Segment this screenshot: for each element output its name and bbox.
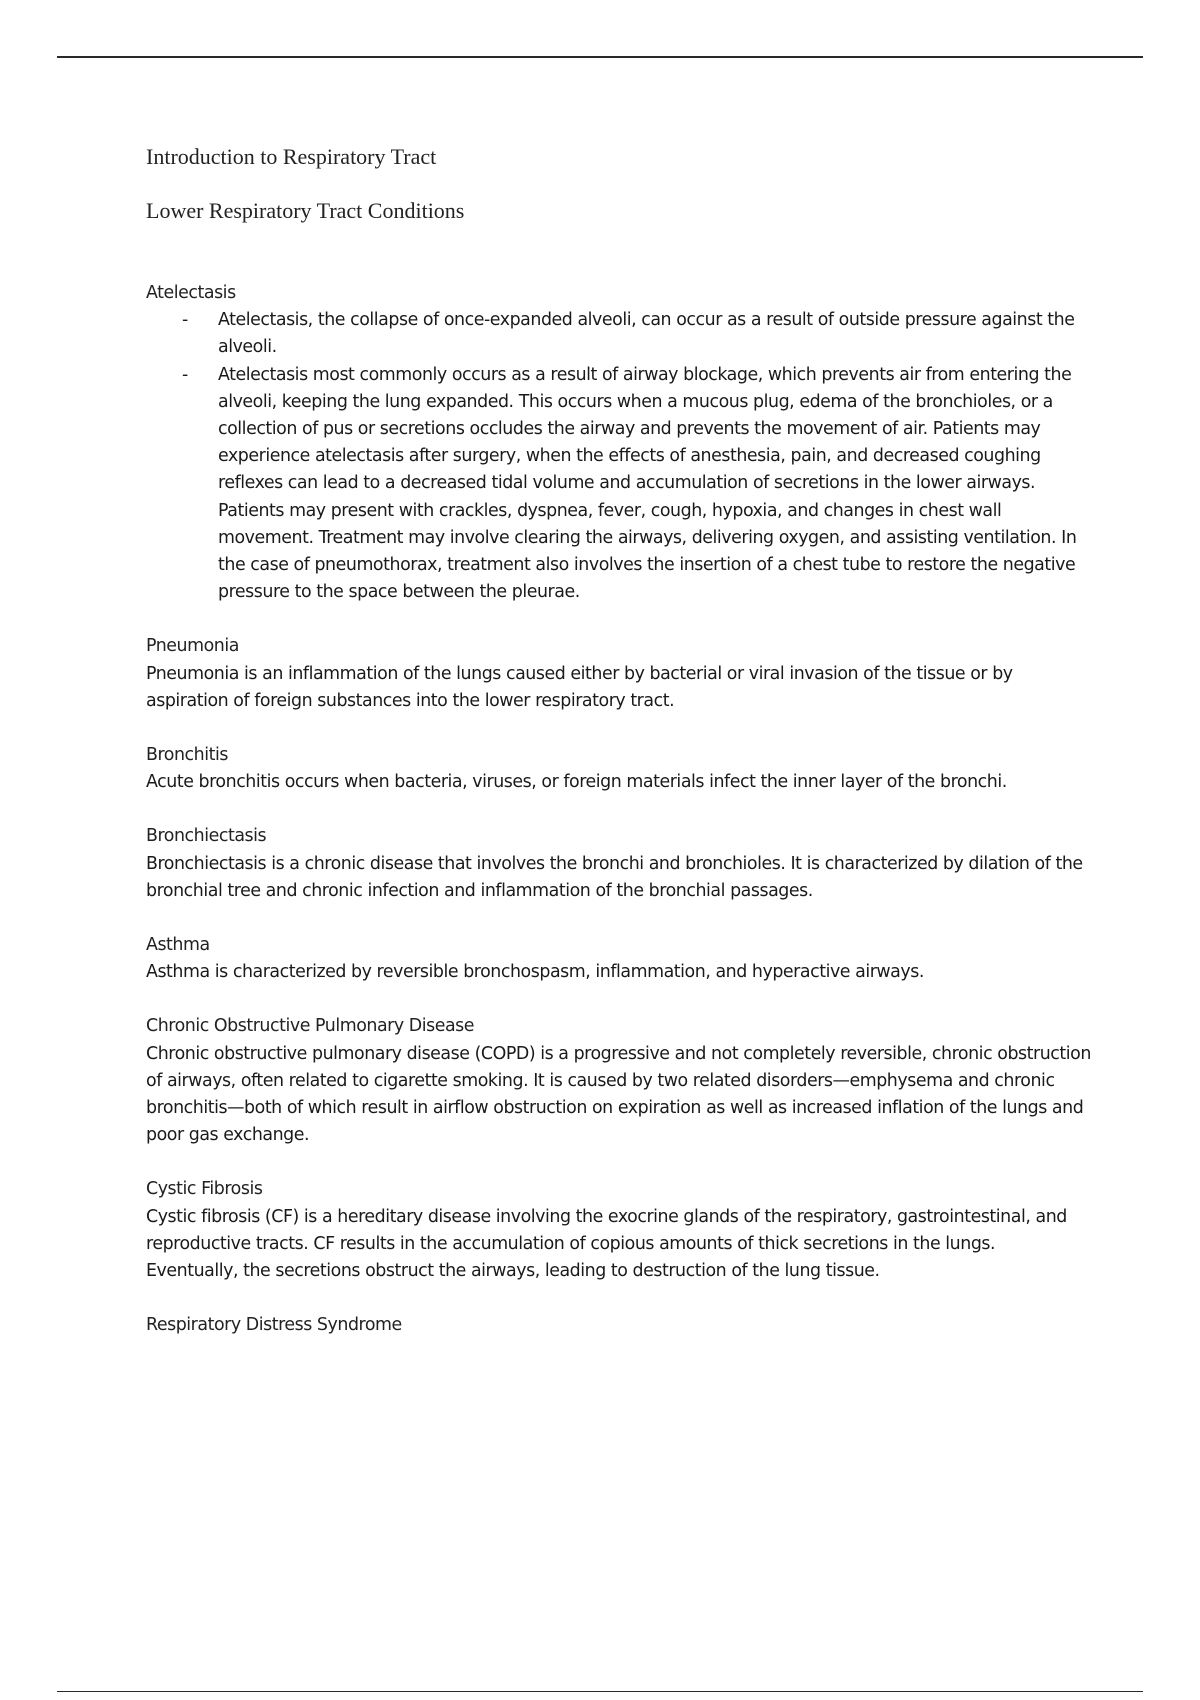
section-heading: Chronic Obstructive Pulmonary Disease — [146, 1016, 475, 1037]
bullet-list — [146, 307, 1092, 606]
section-text: Asthma is characterized by reversible bronchospasm, inflammation, and hyperactive airways. — [146, 962, 924, 983]
list-item — [146, 362, 1092, 607]
section-asthma — [146, 932, 1092, 986]
section-heading: Atelectasis — [146, 283, 236, 303]
bullet-text: Atelectasis, the collapse of once-expanded alveoli, can occur as a result of outside pressure against the alveoli. — [218, 310, 1075, 358]
section-text: Acute bronchitis occurs when bacteria, viruses, or foreign materials infect the inner layer of the bronchi. — [146, 772, 1007, 793]
section-cystic-fibrosis — [146, 1176, 1092, 1285]
section-heading: Bronchitis — [146, 745, 228, 766]
document-subtitle: Lower Respiratory Tract Conditions — [146, 198, 465, 223]
section-pneumonia — [146, 633, 1092, 715]
section-bronchiectasis — [146, 823, 1092, 905]
document-title: Introduction to Respiratory Tract — [146, 144, 437, 169]
section-text: Bronchiectasis is a chronic disease that involves the bronchi and bronchioles. It is characterized by dilation of the bronchial tree and chronic infection and inflammation of the bronchial passages. — [146, 853, 1083, 901]
footer-rule — [57, 1691, 1143, 1692]
section-text: Cystic fibrosis (CF) is a hereditary disease involving the exocrine glands of the respiratory, gastrointestinal, and reproductive tracts. CF results in the accumulation of copious amounts of thick secretions in the lungs. Eventually, the secretions obstruct the airways, leading to destruction of the lung tissue. — [146, 1206, 1067, 1282]
section-respiratory-distress-syndrome — [146, 1312, 1092, 1339]
section-text: Pneumonia is an inflammation of the lungs caused either by bacterial or viral invasion of the tissue or by aspiration of foreign substances into the lower respiratory tract. — [146, 663, 1013, 711]
section-heading: Asthma — [146, 935, 210, 956]
section-heading: Cystic Fibrosis — [146, 1179, 263, 1200]
document-body — [146, 140, 1092, 1367]
section-heading: Respiratory Distress Syndrome — [146, 1315, 402, 1336]
section-atelectasis — [146, 280, 1092, 606]
section-bronchitis — [146, 742, 1092, 796]
list-item — [146, 307, 1092, 361]
bullet-marker: - — [182, 364, 188, 385]
section-copd — [146, 1013, 1092, 1149]
section-text: Chronic obstructive pulmonary disease (COPD) is a progressive and not completely reversible, chronic obstruction of airways, often related to cigarette smoking. It is caused by two related disorders—emphysema and chronic bronchitis—both of which result in airflow obstruction on expiration as well as increased inflation of the lungs and poor gas exchange. — [146, 1043, 1091, 1146]
section-heading: Bronchiectasis — [146, 826, 267, 847]
bullet-marker: - — [182, 310, 188, 331]
bullet-text: Atelectasis most commonly occurs as a result of airway blockage, which prevents air from entering the alveoli, keeping the lung expanded. This occurs when a mucous plug, edema of the bronchioles, or a collection of pus or secretions occludes the airway and prevents the movement of air. Patients may experience atelectasis after surgery, when the effects of anesthesia, pain, and decreased coughing reflexes can lead to a decreased tidal volume and accumulation of secretions in the lower airways. Patients may present with crackles, dyspnea, fever, cough, hypoxia, and changes in chest wall movement. Treatment may involve clearing the airways, delivering oxygen, and assisting ventilation. In the case of pneumothorax, treatment also involves the insertion of a chest tube to restore the negative pressure to the space between the pleurae. — [218, 364, 1077, 603]
header-rule — [57, 56, 1143, 58]
section-heading: Pneumonia — [146, 636, 239, 657]
